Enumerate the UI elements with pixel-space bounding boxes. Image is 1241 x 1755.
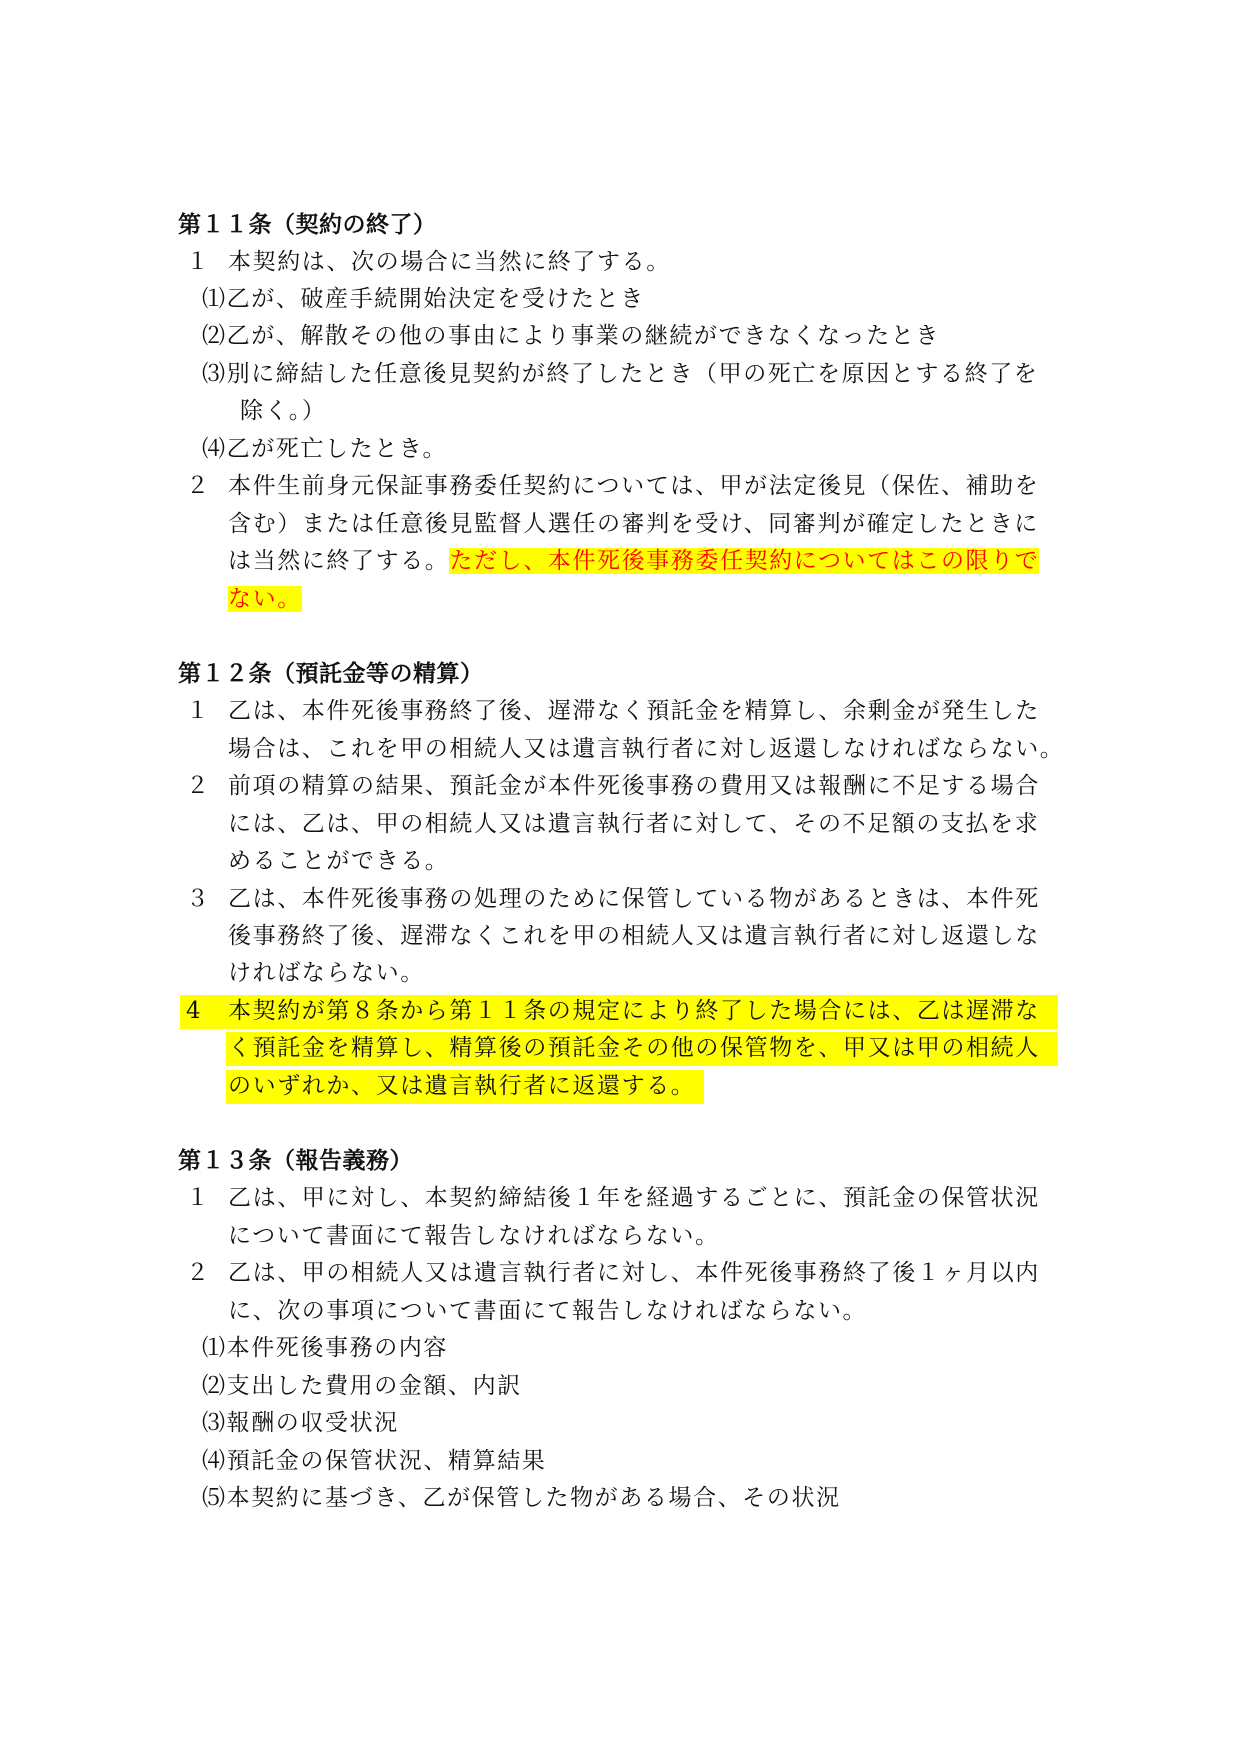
article-11-item-1-sub-3-line-1: ⑶別に締結した任意後見契約が終了したとき（甲の死亡を原因とする終了を (202, 361, 1039, 387)
article-13-item-1-line-2: について書面にて報告しなければならない。 (228, 1223, 720, 1249)
article-12-item-4-line-1: 本契約が第８条から第１１条の規定により終了した場合には、乙は遅滞な (228, 998, 1040, 1024)
article-12-item-1-line-2: 場合は、これを甲の相続人又は遺言執行者に対し返還しなければならない。 (228, 736, 1065, 762)
article-12-item-3-line-2: 後事務終了後、遅滞なくこれを甲の相続人又は遺言執行者に対し返還しな (228, 923, 1040, 949)
article-13-item-2-sub-2: ⑵支出した費用の金額、内訳 (202, 1373, 522, 1399)
article-12-item-2-line-1: 前項の精算の結果、預託金が本件死後事務の費用又は報酬に不足する場合 (228, 773, 1040, 799)
article-13-item-2-sub-1: ⑴本件死後事務の内容 (202, 1335, 448, 1361)
article-12-item-2-line-2: には、乙は、甲の相続人又は遺言執行者に対して、その不足額の支払を求 (228, 811, 1040, 837)
article-11-item-2-line-3-plain: は当然に終了する。 (228, 548, 450, 574)
article-11-item-2-line-4-highlighted: ない。 (228, 586, 302, 612)
article-13-item-2-sub-3: ⑶報酬の収受状況 (202, 1410, 399, 1436)
article-11-item-2-line-4 (228, 581, 302, 617)
article-13-item-2-line-2: に、次の事項について書面にて報告しなければならない。 (228, 1298, 868, 1324)
article-11-item-2-number: ２ (186, 473, 209, 499)
article-11-heading: 第１１条（契約の終了） (178, 211, 437, 238)
article-13-item-1-number: １ (186, 1185, 209, 1211)
article-13-item-2-line-1: 乙は、甲の相続人又は遺言執行者に対し、本件死後事務終了後１ヶ月以内 (228, 1260, 1040, 1286)
article-12-item-1-line-1: 乙は、本件死後事務終了後、遅滞なく預託金を精算し、余剰金が発生した (228, 698, 1040, 724)
article-13-heading: 第１３条（報告義務） (178, 1147, 413, 1174)
article-13-item-1-line-1: 乙は、甲に対し、本契約締結後１年を経過するごとに、預託金の保管状況 (228, 1185, 1040, 1211)
article-12-item-4-line-3: のいずれか、又は遺言執行者に返還する。 (228, 1073, 696, 1099)
article-12-item-3-number: ３ (186, 886, 209, 912)
article-11-item-1-text: 本契約は、次の場合に当然に終了する。 (228, 249, 671, 275)
article-11-item-2-line-1: 本件生前身元保証事務委任契約については、甲が法定後見（保佐、補助を (228, 473, 1040, 499)
article-12-item-3-line-3: ければならない。 (228, 960, 425, 986)
article-11-item-1-sub-4: ⑷乙が死亡したとき。 (202, 436, 448, 462)
article-11-item-1-number: １ (186, 249, 209, 275)
article-12-item-3-line-1: 乙は、本件死後事務の処理のために保管している物があるときは、本件死 (228, 886, 1040, 912)
article-11-item-1-sub-3-line-2: 除く。） (240, 398, 327, 424)
article-12-item-4-line-2: く預託金を精算し、精算後の預託金その他の保管物を、甲又は甲の相続人 (228, 1035, 1040, 1061)
article-13-item-2-sub-5: ⑸本契約に基づき、乙が保管した物がある場合、その状況 (202, 1485, 841, 1511)
article-11-item-2-line-2: 含む）または任意後見監督人選任の審判を受け、同審判が確定したときに (228, 511, 1039, 537)
article-11-item-2-line-3 (228, 543, 1039, 579)
article-12-item-1-number: １ (186, 698, 209, 724)
article-13-item-2-sub-4: ⑷預託金の保管状況、精算結果 (202, 1448, 547, 1474)
article-11-item-2-line-3-highlighted: ただし、本件死後事務委任契約についてはこの限りで (449, 548, 1040, 574)
article-12-item-2-number: ２ (186, 773, 209, 799)
article-11-item-1-sub-1: ⑴乙が、破産手続開始決定を受けたとき (202, 286, 645, 312)
article-12-heading: 第１２条（預託金等の精算） (178, 660, 484, 687)
article-13-item-2-number: ２ (186, 1260, 209, 1286)
article-11-item-1-sub-2: ⑵乙が、解散その他の事由により事業の継続ができなくなったとき (202, 323, 940, 349)
article-12-item-4-number: 4 (186, 998, 201, 1024)
article-12-item-2-line-3: めることができる。 (228, 848, 450, 874)
